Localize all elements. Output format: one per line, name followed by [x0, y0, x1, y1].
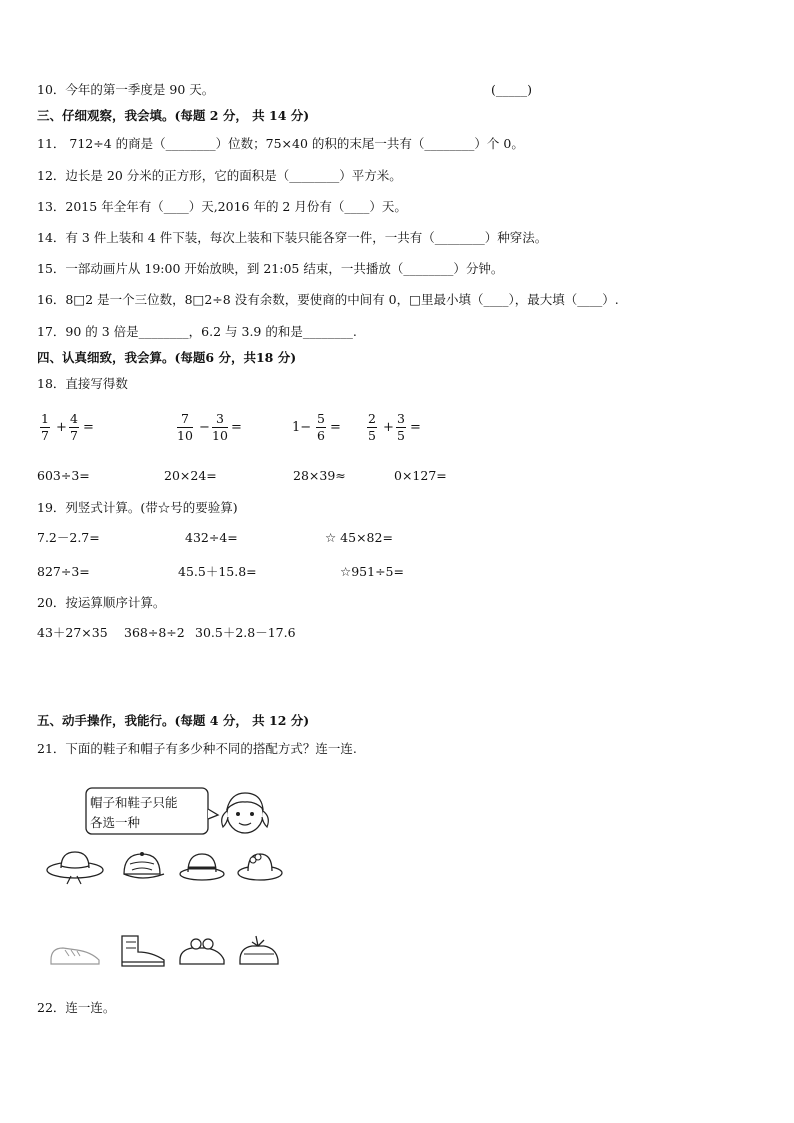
q22: 22．连一连。: [37, 1000, 116, 1015]
denominator: 10: [212, 428, 228, 443]
fraction: [177, 412, 193, 443]
q12: 12．边长是 20 分米的正方形，它的面积是（________）平方米。: [37, 168, 402, 183]
q19-expr: ☆ 45×82=: [325, 530, 393, 545]
sneaker-icon: [47, 938, 103, 970]
q19-expr: 45.5＋15.8=: [178, 564, 257, 579]
q10-answer-blank[interactable]: (_____): [491, 82, 533, 97]
equals: =: [330, 420, 341, 435]
section4-heading: 四、认真细致，我会算。(每题6 分，共18 分): [37, 350, 297, 365]
numerator: 2: [368, 411, 376, 426]
q10-text: 10．今年的第一季度是 90 天。: [37, 82, 215, 97]
fraction: [212, 412, 228, 443]
fraction: [316, 412, 326, 443]
numerator: 5: [317, 411, 325, 426]
bonnet-hat-icon: [236, 846, 284, 886]
numerator: 7: [180, 411, 189, 426]
fraction: [367, 412, 377, 443]
q11: 11． 712÷4 的商是（________）位数；75×40 的积的末尾一共有（________）个 0。: [37, 136, 524, 151]
bow-shoe-icon: [234, 932, 282, 972]
fraction: [396, 412, 406, 443]
q20-expr: 30.5＋2.8－17.6: [195, 625, 296, 640]
numerator: 3: [397, 411, 405, 426]
sandal-icon: [176, 934, 228, 970]
q18-title: 18．直接写得数: [37, 376, 128, 391]
denominator: 10: [177, 428, 193, 443]
equals: =: [231, 420, 242, 435]
lead-term: 1−: [292, 420, 312, 435]
numerator: 3: [215, 411, 224, 426]
equals: =: [410, 420, 421, 435]
denominator: 7: [41, 428, 49, 443]
q20-title: 20．按运算顺序计算。: [37, 595, 166, 610]
operator: +: [383, 420, 394, 435]
q18-expr: 20×24=: [164, 468, 217, 483]
numerator: 1: [41, 411, 49, 426]
section3-heading: 三、仔细观察，我会填。(每题 2 分， 共 14 分): [37, 108, 310, 123]
q19-expr: ☆951÷5=: [340, 564, 404, 579]
baseball-cap-icon: [118, 846, 166, 886]
operator: +: [56, 420, 67, 435]
q18-expr: 0×127=: [394, 468, 447, 483]
q20-expr: 43＋27×35: [37, 625, 108, 640]
q21-title: 21．下面的鞋子和帽子有多少种不同的搭配方式？连一连.: [37, 741, 357, 756]
q20-expr: 368÷8÷2: [124, 625, 185, 640]
numerator: 4: [70, 411, 78, 426]
q16: 16．8□2 是一个三位数，8□2÷8 没有余数，要使商的中间有 0，□里最小填（____），最大填（____）.: [37, 292, 619, 307]
q18-expr: 28×39≈: [293, 468, 346, 483]
fraction: [40, 412, 50, 443]
operator: −: [199, 420, 210, 435]
sun-hat-icon: [45, 846, 105, 886]
boot-icon: [116, 932, 172, 972]
q19-expr: 7.2－2.7=: [37, 530, 100, 545]
bubble-text-line1: 帽子和鞋子只能: [90, 795, 178, 810]
section5-heading: 五、动手操作，我能行。(每题 4 分， 共 12 分): [37, 713, 310, 728]
q17: 17．90 的 3 倍是________，6.2 与 3.9 的和是________.: [37, 324, 357, 339]
q18-expr: 603÷3=: [37, 468, 90, 483]
girl-icon: [215, 787, 275, 843]
equals: =: [83, 420, 94, 435]
denominator: 6: [317, 428, 325, 443]
denominator: 7: [70, 428, 78, 443]
denominator: 5: [397, 428, 405, 443]
denominator: 5: [368, 428, 376, 443]
q15: 15．一部动画片从 19:00 开始放映，到 21:05 结束，一共播放（________）分钟。: [37, 261, 504, 276]
q19-title: 19．列竖式计算。(带☆号的要验算): [37, 500, 238, 515]
q19-expr: 432÷4=: [185, 530, 238, 545]
q13: 13．2015 年全年有（____）天,2016 年的 2 月份有（____）天。: [37, 199, 407, 214]
fedora-hat-icon: [178, 848, 226, 884]
q19-expr: 827÷3=: [37, 564, 90, 579]
q14: 14．有 3 件上装和 4 件下装，每次上装和下装只能各穿一件，一共有（________）种穿法。: [37, 230, 548, 245]
bubble-text-line2: 各选一种: [90, 815, 141, 830]
fraction: [69, 412, 79, 443]
